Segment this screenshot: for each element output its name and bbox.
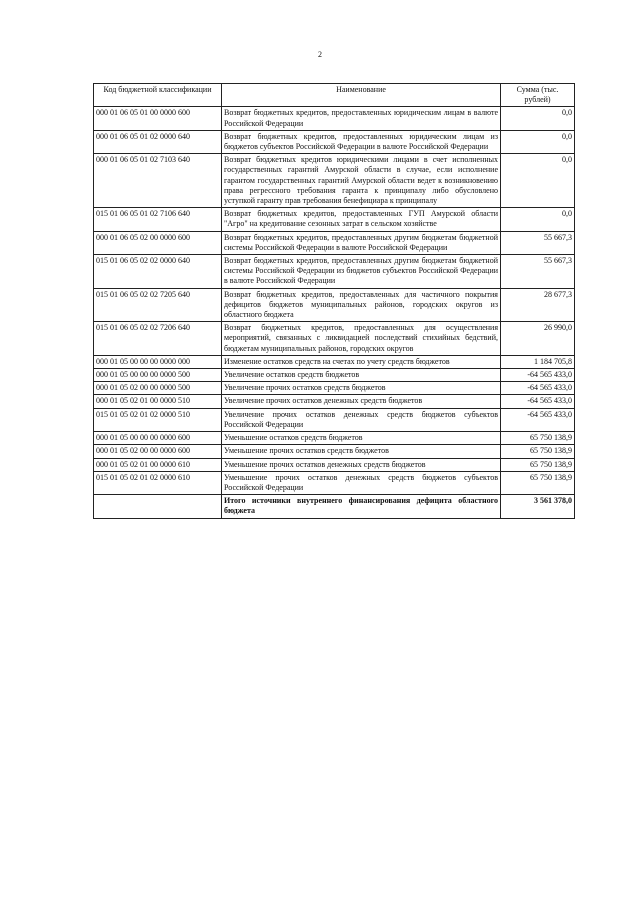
row-code: 000 01 06 05 01 02 7103 640 bbox=[94, 154, 222, 208]
row-code: 015 01 06 05 02 02 7206 640 bbox=[94, 322, 222, 356]
table-row bbox=[94, 208, 575, 231]
row-code: 000 01 05 02 01 00 0000 610 bbox=[94, 458, 222, 471]
row-code: 000 01 05 00 00 00 0000 500 bbox=[94, 369, 222, 382]
row-amount: 55 667,3 bbox=[501, 231, 575, 254]
row-amount: 65 750 138,9 bbox=[501, 458, 575, 471]
row-amount: -64 565 433,0 bbox=[501, 408, 575, 431]
table-row bbox=[94, 432, 575, 445]
row-amount: 55 667,3 bbox=[501, 255, 575, 289]
row-amount: -64 565 433,0 bbox=[501, 382, 575, 395]
row-code: 000 01 05 00 00 00 0000 000 bbox=[94, 355, 222, 368]
row-name: Изменение остатков средств на счетах по учету средств бюджетов bbox=[222, 355, 501, 368]
row-code: 015 01 05 02 01 02 0000 510 bbox=[94, 408, 222, 431]
row-code: 015 01 06 05 01 02 7106 640 bbox=[94, 208, 222, 231]
row-amount: 28 677,3 bbox=[501, 288, 575, 322]
row-name: Увеличение остатков средств бюджетов bbox=[222, 369, 501, 382]
total-amount: 3 561 378,0 bbox=[501, 495, 575, 518]
row-name: Возврат бюджетных кредитов, предоставленных юридическим лицам в валюте Российской Федерации bbox=[222, 107, 501, 130]
row-amount: 1 184 705,8 bbox=[501, 355, 575, 368]
row-amount: 0,0 bbox=[501, 208, 575, 231]
budget-sources-table bbox=[93, 83, 575, 519]
row-amount: 0,0 bbox=[501, 130, 575, 153]
header-amount: Сумма (тыс. рублей) bbox=[501, 84, 575, 107]
table-row bbox=[94, 231, 575, 254]
row-amount: 0,0 bbox=[501, 107, 575, 130]
table-row bbox=[94, 458, 575, 471]
row-name: Возврат бюджетных кредитов, предоставленных для частичного покрытия дефицитов бюджетов муниципальных районов, городских округов из областного бюджета bbox=[222, 288, 501, 322]
table-row bbox=[94, 395, 575, 408]
row-amount: 65 750 138,9 bbox=[501, 432, 575, 445]
row-code: 000 01 05 00 00 00 0000 600 bbox=[94, 432, 222, 445]
row-amount: -64 565 433,0 bbox=[501, 369, 575, 382]
header-code: Код бюджетной классификации bbox=[94, 84, 222, 107]
row-amount: -64 565 433,0 bbox=[501, 395, 575, 408]
table-row bbox=[94, 408, 575, 431]
row-name: Возврат бюджетных кредитов, предоставленных для осуществления мероприятий, связанных с ликвидацией последствий стихийных бедствий, бюджетам муниципальных районов, городских округов bbox=[222, 322, 501, 356]
table-row bbox=[94, 382, 575, 395]
table-row bbox=[94, 471, 575, 494]
row-name: Возврат бюджетных кредитов, предоставленных ГУП Амурской области "Агро" на кредитование сезонных затрат в сельском хозяйстве bbox=[222, 208, 501, 231]
row-code: 000 01 05 02 00 00 0000 500 bbox=[94, 382, 222, 395]
table-row bbox=[94, 355, 575, 368]
row-code: 015 01 06 05 02 02 0000 640 bbox=[94, 255, 222, 289]
row-name: Уменьшение прочих остатков денежных средств бюджетов субъектов Российской Федерации bbox=[222, 471, 501, 494]
row-name: Увеличение прочих остатков денежных средств бюджетов bbox=[222, 395, 501, 408]
table-row bbox=[94, 130, 575, 153]
table-row bbox=[94, 369, 575, 382]
row-name: Возврат бюджетных кредитов, предоставленных юридическим лицам из бюджетов субъектов Российской Федерации в валюте Российской Федерации bbox=[222, 130, 501, 153]
header-name: Наименование bbox=[222, 84, 501, 107]
row-code: 015 01 05 02 01 02 0000 610 bbox=[94, 471, 222, 494]
table-row bbox=[94, 255, 575, 289]
table-row bbox=[94, 107, 575, 130]
table-row bbox=[94, 288, 575, 322]
table-row bbox=[94, 322, 575, 356]
row-name: Возврат бюджетных кредитов, предоставленных другим бюджетам бюджетной системы Российской Федерации из бюджетов субъектов Российской Федерации в валюте Российской Федерации bbox=[222, 255, 501, 289]
row-name: Уменьшение прочих остатков средств бюджетов bbox=[222, 445, 501, 458]
table-row bbox=[94, 154, 575, 208]
row-name: Возврат бюджетных кредитов юридическими лицами в счет исполненных государственных гарантий Амурской области в случае, если исполнение гарантом государственных гарантий Амурской области ведет к возникновению права регрессного требования гаранта к принципалу либо обусловлено уступкой гаранту прав требования бенефициара к принципалу bbox=[222, 154, 501, 208]
row-code: 000 01 06 05 01 00 0000 600 bbox=[94, 107, 222, 130]
row-name: Уменьшение прочих остатков денежных средств бюджетов bbox=[222, 458, 501, 471]
row-code: 000 01 05 02 00 00 0000 600 bbox=[94, 445, 222, 458]
row-code: 000 01 05 02 01 00 0000 510 bbox=[94, 395, 222, 408]
row-name: Увеличение прочих остатков денежных средств бюджетов субъектов Российской Федерации bbox=[222, 408, 501, 431]
row-amount: 26 990,0 bbox=[501, 322, 575, 356]
table-total-row bbox=[94, 495, 575, 518]
row-name: Возврат бюджетных кредитов, предоставленных другим бюджетам бюджетной системы Российской Федерации в валюте Российской Федерации bbox=[222, 231, 501, 254]
total-code bbox=[94, 495, 222, 518]
table-row bbox=[94, 445, 575, 458]
total-name: Итого источники внутреннего финансирования дефицита областного бюджета bbox=[222, 495, 501, 518]
table-header-row bbox=[94, 84, 575, 107]
row-name: Увеличение прочих остатков средств бюджетов bbox=[222, 382, 501, 395]
row-code: 000 01 06 05 01 02 0000 640 bbox=[94, 130, 222, 153]
row-amount: 65 750 138,9 bbox=[501, 471, 575, 494]
page-number: 2 bbox=[318, 50, 322, 59]
row-code: 015 01 06 05 02 02 7205 640 bbox=[94, 288, 222, 322]
row-name: Уменьшение остатков средств бюджетов bbox=[222, 432, 501, 445]
row-amount: 65 750 138,9 bbox=[501, 445, 575, 458]
row-code: 000 01 06 05 02 00 0000 600 bbox=[94, 231, 222, 254]
row-amount: 0,0 bbox=[501, 154, 575, 208]
